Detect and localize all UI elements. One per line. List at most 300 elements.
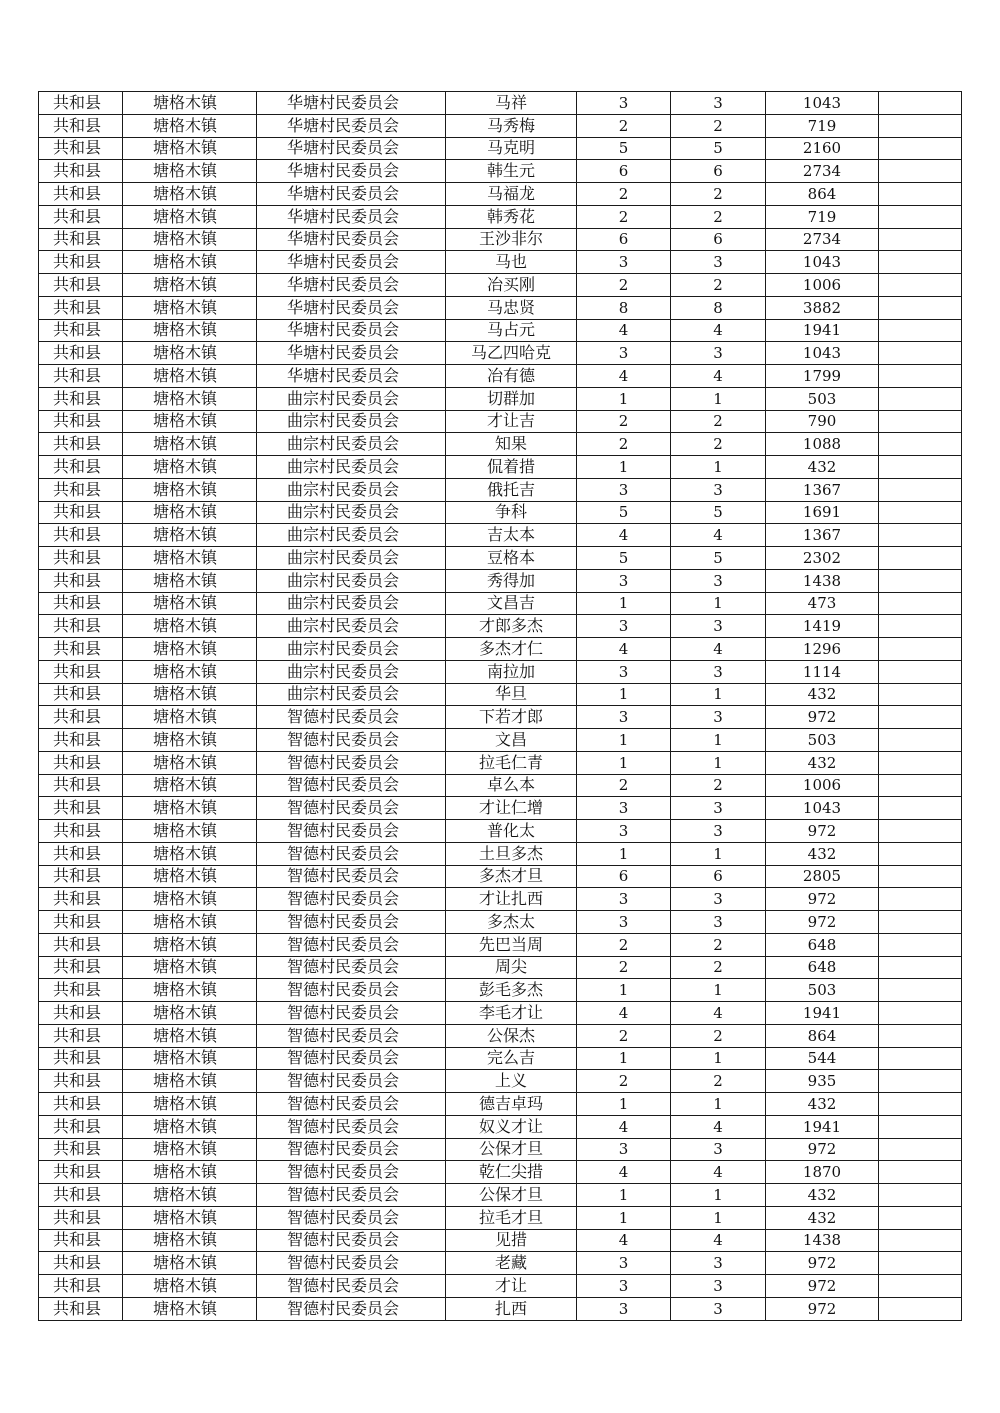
remarks-cell <box>879 1297 962 1320</box>
household-size-cell: 3 <box>577 92 671 115</box>
village-cell: 智德村民委员会 <box>257 706 446 729</box>
household-size-cell: 1 <box>577 1047 671 1070</box>
name-cell: 才郎多杰 <box>446 615 577 638</box>
name-cell: 才让扎西 <box>446 888 577 911</box>
table-row <box>39 1115 962 1138</box>
village-cell: 智德村民委员会 <box>257 1206 446 1229</box>
village-cell: 曲宗村民委员会 <box>257 501 446 524</box>
town-cell: 塘格木镇 <box>123 137 257 160</box>
county-cell: 共和县 <box>39 92 123 115</box>
name-cell: 知果 <box>446 433 577 456</box>
town-cell: 塘格木镇 <box>123 365 257 388</box>
covered-persons-cell: 4 <box>671 1161 766 1184</box>
amount-cell: 1438 <box>766 569 879 592</box>
name-cell: 才让 <box>446 1275 577 1298</box>
village-cell: 曲宗村民委员会 <box>257 569 446 592</box>
covered-persons-cell: 2 <box>671 956 766 979</box>
household-size-cell: 1 <box>577 729 671 752</box>
amount-cell: 432 <box>766 1093 879 1116</box>
village-cell: 智德村民委员会 <box>257 1002 446 1025</box>
name-cell: 秀得加 <box>446 569 577 592</box>
table-row <box>39 137 962 160</box>
village-cell: 曲宗村民委员会 <box>257 683 446 706</box>
household-size-cell: 1 <box>577 592 671 615</box>
remarks-cell <box>879 956 962 979</box>
remarks-cell <box>879 524 962 547</box>
covered-persons-cell: 3 <box>671 92 766 115</box>
amount-cell: 1367 <box>766 478 879 501</box>
county-cell: 共和县 <box>39 820 123 843</box>
amount-cell: 972 <box>766 1138 879 1161</box>
household-size-cell: 3 <box>577 706 671 729</box>
name-cell: 冶有德 <box>446 365 577 388</box>
village-cell: 智德村民委员会 <box>257 1275 446 1298</box>
name-cell: 华旦 <box>446 683 577 706</box>
county-cell: 共和县 <box>39 365 123 388</box>
table-row <box>39 1002 962 1025</box>
amount-cell: 1799 <box>766 365 879 388</box>
county-cell: 共和县 <box>39 751 123 774</box>
name-cell: 奴义才让 <box>446 1115 577 1138</box>
table-row <box>39 524 962 547</box>
name-cell: 拉毛才旦 <box>446 1206 577 1229</box>
remarks-cell <box>879 1206 962 1229</box>
remarks-cell <box>879 1115 962 1138</box>
beneficiary-table <box>38 91 962 1321</box>
household-size-cell: 5 <box>577 547 671 570</box>
amount-cell: 1043 <box>766 797 879 820</box>
town-cell: 塘格木镇 <box>123 547 257 570</box>
town-cell: 塘格木镇 <box>123 1275 257 1298</box>
remarks-cell <box>879 478 962 501</box>
amount-cell: 972 <box>766 706 879 729</box>
county-cell: 共和县 <box>39 501 123 524</box>
amount-cell: 432 <box>766 1206 879 1229</box>
town-cell: 塘格木镇 <box>123 1093 257 1116</box>
county-cell: 共和县 <box>39 1138 123 1161</box>
covered-persons-cell: 2 <box>671 1024 766 1047</box>
town-cell: 塘格木镇 <box>123 478 257 501</box>
covered-persons-cell: 3 <box>671 820 766 843</box>
village-cell: 智德村民委员会 <box>257 1138 446 1161</box>
county-cell: 共和县 <box>39 1275 123 1298</box>
name-cell: 老藏 <box>446 1252 577 1275</box>
table-row <box>39 1297 962 1320</box>
covered-persons-cell: 3 <box>671 1297 766 1320</box>
name-cell: 才让吉 <box>446 410 577 433</box>
remarks-cell <box>879 1252 962 1275</box>
amount-cell: 1419 <box>766 615 879 638</box>
table-row <box>39 547 962 570</box>
table-row <box>39 706 962 729</box>
household-size-cell: 4 <box>577 1161 671 1184</box>
town-cell: 塘格木镇 <box>123 979 257 1002</box>
town-cell: 塘格木镇 <box>123 1252 257 1275</box>
table-row <box>39 1024 962 1047</box>
table-row <box>39 820 962 843</box>
town-cell: 塘格木镇 <box>123 683 257 706</box>
village-cell: 智德村民委员会 <box>257 1093 446 1116</box>
household-size-cell: 8 <box>577 296 671 319</box>
village-cell: 华塘村民委员会 <box>257 160 446 183</box>
household-size-cell: 4 <box>577 524 671 547</box>
household-size-cell: 3 <box>577 911 671 934</box>
covered-persons-cell: 4 <box>671 1229 766 1252</box>
amount-cell: 972 <box>766 1297 879 1320</box>
village-cell: 智德村民委员会 <box>257 1161 446 1184</box>
household-size-cell: 3 <box>577 1138 671 1161</box>
county-cell: 共和县 <box>39 183 123 206</box>
covered-persons-cell: 1 <box>671 1093 766 1116</box>
amount-cell: 2302 <box>766 547 879 570</box>
table-row <box>39 1206 962 1229</box>
village-cell: 曲宗村民委员会 <box>257 660 446 683</box>
amount-cell: 648 <box>766 933 879 956</box>
town-cell: 塘格木镇 <box>123 1206 257 1229</box>
town-cell: 塘格木镇 <box>123 569 257 592</box>
covered-persons-cell: 1 <box>671 456 766 479</box>
county-cell: 共和县 <box>39 1115 123 1138</box>
town-cell: 塘格木镇 <box>123 319 257 342</box>
table-row <box>39 319 962 342</box>
town-cell: 塘格木镇 <box>123 751 257 774</box>
covered-persons-cell: 5 <box>671 547 766 570</box>
town-cell: 塘格木镇 <box>123 615 257 638</box>
table-row <box>39 1252 962 1275</box>
amount-cell: 972 <box>766 1275 879 1298</box>
remarks-cell <box>879 1229 962 1252</box>
name-cell: 马福龙 <box>446 183 577 206</box>
covered-persons-cell: 4 <box>671 365 766 388</box>
county-cell: 共和县 <box>39 911 123 934</box>
town-cell: 塘格木镇 <box>123 1297 257 1320</box>
remarks-cell <box>879 1047 962 1070</box>
county-cell: 共和县 <box>39 1070 123 1093</box>
household-size-cell: 3 <box>577 1275 671 1298</box>
household-size-cell: 3 <box>577 342 671 365</box>
covered-persons-cell: 1 <box>671 751 766 774</box>
village-cell: 智德村民委员会 <box>257 888 446 911</box>
county-cell: 共和县 <box>39 478 123 501</box>
covered-persons-cell: 5 <box>671 137 766 160</box>
county-cell: 共和县 <box>39 1024 123 1047</box>
town-cell: 塘格木镇 <box>123 842 257 865</box>
town-cell: 塘格木镇 <box>123 592 257 615</box>
remarks-cell <box>879 183 962 206</box>
covered-persons-cell: 4 <box>671 1115 766 1138</box>
village-cell: 智德村民委员会 <box>257 1115 446 1138</box>
covered-persons-cell: 3 <box>671 1138 766 1161</box>
town-cell: 塘格木镇 <box>123 342 257 365</box>
covered-persons-cell: 2 <box>671 183 766 206</box>
amount-cell: 503 <box>766 729 879 752</box>
name-cell: 公保才旦 <box>446 1184 577 1207</box>
remarks-cell <box>879 1184 962 1207</box>
town-cell: 塘格木镇 <box>123 160 257 183</box>
amount-cell: 503 <box>766 979 879 1002</box>
covered-persons-cell: 1 <box>671 1206 766 1229</box>
table-row <box>39 774 962 797</box>
county-cell: 共和县 <box>39 774 123 797</box>
name-cell: 李毛才让 <box>446 1002 577 1025</box>
table-row <box>39 1070 962 1093</box>
county-cell: 共和县 <box>39 956 123 979</box>
county-cell: 共和县 <box>39 137 123 160</box>
household-size-cell: 1 <box>577 751 671 774</box>
name-cell: 卓么本 <box>446 774 577 797</box>
table-row <box>39 1138 962 1161</box>
town-cell: 塘格木镇 <box>123 1184 257 1207</box>
name-cell: 多杰才仁 <box>446 638 577 661</box>
table-row <box>39 365 962 388</box>
town-cell: 塘格木镇 <box>123 797 257 820</box>
village-cell: 智德村民委员会 <box>257 774 446 797</box>
amount-cell: 2734 <box>766 228 879 251</box>
table-row <box>39 205 962 228</box>
town-cell: 塘格木镇 <box>123 638 257 661</box>
town-cell: 塘格木镇 <box>123 1002 257 1025</box>
town-cell: 塘格木镇 <box>123 774 257 797</box>
covered-persons-cell: 1 <box>671 842 766 865</box>
remarks-cell <box>879 865 962 888</box>
household-size-cell: 4 <box>577 1115 671 1138</box>
amount-cell: 432 <box>766 842 879 865</box>
village-cell: 华塘村民委员会 <box>257 274 446 297</box>
town-cell: 塘格木镇 <box>123 1138 257 1161</box>
village-cell: 智德村民委员会 <box>257 1024 446 1047</box>
amount-cell: 790 <box>766 410 879 433</box>
name-cell: 马占元 <box>446 319 577 342</box>
covered-persons-cell: 6 <box>671 865 766 888</box>
name-cell: 扎西 <box>446 1297 577 1320</box>
county-cell: 共和县 <box>39 865 123 888</box>
county-cell: 共和县 <box>39 387 123 410</box>
remarks-cell <box>879 1093 962 1116</box>
town-cell: 塘格木镇 <box>123 114 257 137</box>
remarks-cell <box>879 911 962 934</box>
household-size-cell: 5 <box>577 137 671 160</box>
household-size-cell: 2 <box>577 1024 671 1047</box>
name-cell: 切群加 <box>446 387 577 410</box>
county-cell: 共和县 <box>39 433 123 456</box>
table-row <box>39 797 962 820</box>
covered-persons-cell: 3 <box>671 911 766 934</box>
village-cell: 智德村民委员会 <box>257 820 446 843</box>
covered-persons-cell: 2 <box>671 1070 766 1093</box>
table-row <box>39 1161 962 1184</box>
table-row <box>39 183 962 206</box>
table-row <box>39 1093 962 1116</box>
village-cell: 华塘村民委员会 <box>257 92 446 115</box>
household-size-cell: 2 <box>577 933 671 956</box>
county-cell: 共和县 <box>39 114 123 137</box>
covered-persons-cell: 6 <box>671 160 766 183</box>
amount-cell: 1941 <box>766 1115 879 1138</box>
amount-cell: 1870 <box>766 1161 879 1184</box>
name-cell: 吉太本 <box>446 524 577 547</box>
name-cell: 侃着措 <box>446 456 577 479</box>
table-row <box>39 478 962 501</box>
household-size-cell: 2 <box>577 956 671 979</box>
county-cell: 共和县 <box>39 1093 123 1116</box>
remarks-cell <box>879 706 962 729</box>
village-cell: 曲宗村民委员会 <box>257 638 446 661</box>
town-cell: 塘格木镇 <box>123 1229 257 1252</box>
name-cell: 马忠贤 <box>446 296 577 319</box>
village-cell: 华塘村民委员会 <box>257 251 446 274</box>
name-cell: 普化太 <box>446 820 577 843</box>
household-size-cell: 3 <box>577 888 671 911</box>
town-cell: 塘格木镇 <box>123 1024 257 1047</box>
covered-persons-cell: 4 <box>671 638 766 661</box>
household-size-cell: 1 <box>577 1093 671 1116</box>
remarks-cell <box>879 547 962 570</box>
name-cell: 彭毛多杰 <box>446 979 577 1002</box>
household-size-cell: 5 <box>577 501 671 524</box>
household-size-cell: 1 <box>577 979 671 1002</box>
remarks-cell <box>879 365 962 388</box>
remarks-cell <box>879 274 962 297</box>
town-cell: 塘格木镇 <box>123 865 257 888</box>
covered-persons-cell: 3 <box>671 615 766 638</box>
covered-persons-cell: 2 <box>671 774 766 797</box>
village-cell: 曲宗村民委员会 <box>257 547 446 570</box>
household-size-cell: 3 <box>577 478 671 501</box>
household-size-cell: 3 <box>577 797 671 820</box>
county-cell: 共和县 <box>39 1297 123 1320</box>
remarks-cell <box>879 683 962 706</box>
covered-persons-cell: 2 <box>671 410 766 433</box>
amount-cell: 1367 <box>766 524 879 547</box>
name-cell: 马秀梅 <box>446 114 577 137</box>
amount-cell: 719 <box>766 205 879 228</box>
name-cell: 乾仁尖措 <box>446 1161 577 1184</box>
county-cell: 共和县 <box>39 638 123 661</box>
village-cell: 智德村民委员会 <box>257 842 446 865</box>
town-cell: 塘格木镇 <box>123 933 257 956</box>
table-row <box>39 228 962 251</box>
table-row <box>39 1275 962 1298</box>
village-cell: 智德村民委员会 <box>257 729 446 752</box>
covered-persons-cell: 1 <box>671 683 766 706</box>
town-cell: 塘格木镇 <box>123 729 257 752</box>
amount-cell: 972 <box>766 1252 879 1275</box>
county-cell: 共和县 <box>39 547 123 570</box>
household-size-cell: 4 <box>577 1229 671 1252</box>
county-cell: 共和县 <box>39 456 123 479</box>
household-size-cell: 3 <box>577 1252 671 1275</box>
table-row <box>39 433 962 456</box>
table-row <box>39 638 962 661</box>
table-row <box>39 342 962 365</box>
village-cell: 智德村民委员会 <box>257 1297 446 1320</box>
name-cell: 完么吉 <box>446 1047 577 1070</box>
household-size-cell: 2 <box>577 205 671 228</box>
table-row <box>39 683 962 706</box>
household-size-cell: 6 <box>577 160 671 183</box>
covered-persons-cell: 3 <box>671 797 766 820</box>
covered-persons-cell: 1 <box>671 387 766 410</box>
household-size-cell: 1 <box>577 1206 671 1229</box>
village-cell: 华塘村民委员会 <box>257 183 446 206</box>
amount-cell: 2805 <box>766 865 879 888</box>
remarks-cell <box>879 820 962 843</box>
household-size-cell: 2 <box>577 114 671 137</box>
name-cell: 韩秀花 <box>446 205 577 228</box>
covered-persons-cell: 2 <box>671 933 766 956</box>
table-row <box>39 92 962 115</box>
table-row <box>39 296 962 319</box>
county-cell: 共和县 <box>39 615 123 638</box>
amount-cell: 1114 <box>766 660 879 683</box>
covered-persons-cell: 2 <box>671 205 766 228</box>
town-cell: 塘格木镇 <box>123 706 257 729</box>
amount-cell: 1006 <box>766 274 879 297</box>
town-cell: 塘格木镇 <box>123 820 257 843</box>
covered-persons-cell: 1 <box>671 1184 766 1207</box>
county-cell: 共和县 <box>39 706 123 729</box>
county-cell: 共和县 <box>39 524 123 547</box>
village-cell: 智德村民委员会 <box>257 933 446 956</box>
table-row <box>39 251 962 274</box>
county-cell: 共和县 <box>39 1047 123 1070</box>
remarks-cell <box>879 729 962 752</box>
amount-cell: 432 <box>766 751 879 774</box>
town-cell: 塘格木镇 <box>123 433 257 456</box>
village-cell: 华塘村民委员会 <box>257 114 446 137</box>
town-cell: 塘格木镇 <box>123 1115 257 1138</box>
remarks-cell <box>879 774 962 797</box>
county-cell: 共和县 <box>39 274 123 297</box>
village-cell: 曲宗村民委员会 <box>257 410 446 433</box>
county-cell: 共和县 <box>39 933 123 956</box>
town-cell: 塘格木镇 <box>123 1047 257 1070</box>
county-cell: 共和县 <box>39 251 123 274</box>
county-cell: 共和县 <box>39 319 123 342</box>
name-cell: 王沙非尔 <box>446 228 577 251</box>
covered-persons-cell: 3 <box>671 1275 766 1298</box>
village-cell: 华塘村民委员会 <box>257 365 446 388</box>
household-size-cell: 4 <box>577 365 671 388</box>
name-cell: 文昌 <box>446 729 577 752</box>
village-cell: 曲宗村民委员会 <box>257 615 446 638</box>
county-cell: 共和县 <box>39 842 123 865</box>
amount-cell: 432 <box>766 456 879 479</box>
county-cell: 共和县 <box>39 979 123 1002</box>
town-cell: 塘格木镇 <box>123 501 257 524</box>
household-size-cell: 1 <box>577 842 671 865</box>
amount-cell: 544 <box>766 1047 879 1070</box>
table-row <box>39 1047 962 1070</box>
town-cell: 塘格木镇 <box>123 205 257 228</box>
village-cell: 曲宗村民委员会 <box>257 456 446 479</box>
table-row <box>39 729 962 752</box>
table-row <box>39 615 962 638</box>
name-cell: 冶买刚 <box>446 274 577 297</box>
remarks-cell <box>879 797 962 820</box>
covered-persons-cell: 3 <box>671 1252 766 1275</box>
amount-cell: 1296 <box>766 638 879 661</box>
covered-persons-cell: 3 <box>671 706 766 729</box>
name-cell: 马克明 <box>446 137 577 160</box>
household-size-cell: 1 <box>577 387 671 410</box>
table-row <box>39 956 962 979</box>
covered-persons-cell: 4 <box>671 1002 766 1025</box>
village-cell: 曲宗村民委员会 <box>257 478 446 501</box>
county-cell: 共和县 <box>39 888 123 911</box>
table-row <box>39 660 962 683</box>
household-size-cell: 2 <box>577 433 671 456</box>
